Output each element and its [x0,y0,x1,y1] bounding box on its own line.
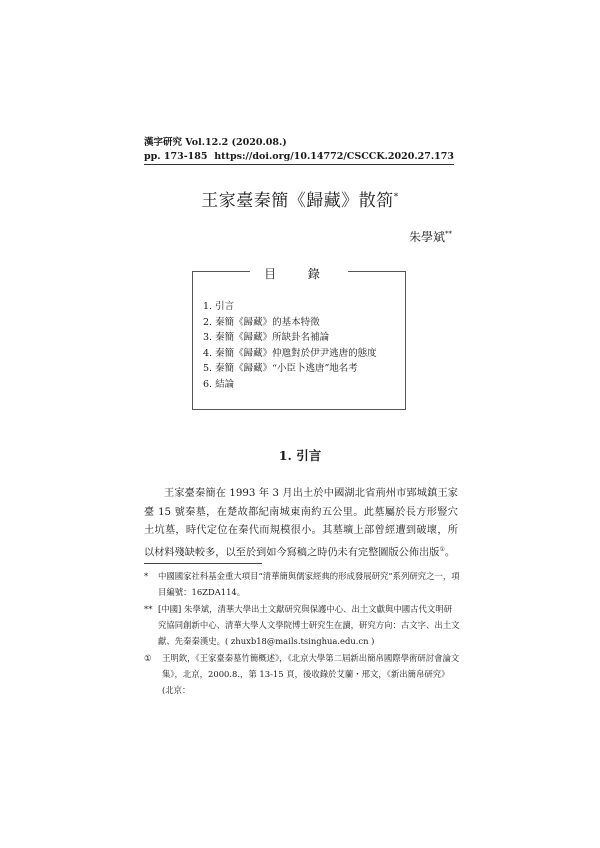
paper-title-text: 王家臺秦簡《歸藏》散箚 [201,191,394,211]
paper-title [0,186,600,211]
toc-item[interactable]: 5. 秦簡《歸藏》“小臣卜逃唐”地名考 [203,363,358,375]
toc-heading-text: 目 錄 [250,267,348,281]
author [409,228,452,245]
footnote [144,568,460,600]
footnote-text: [中國] 朱學斌，清華大學出土文獻研究與保護中心、出土文獻與中國古代文明研究協同創新中心、清華大學人文學院博士研究生在讀，研究方向：古文字、出土文獻、先秦秦漢史。( zhuxb18@mails.tsinghua.edu.cn ) [158,604,460,646]
paragraph-text: 王家臺秦簡在 1993 年 3 月出土於中國湖北省荊州市郢城鎮王家臺 15 號秦墓，在楚故都紀南城東南約五公里。此墓屬於長方形豎穴土坑墓，時代定位在秦代而規模很小。其墓壙上部曾經遭到破壞，所以材料殘缺較多，以至於到如今寫稿之時仍未有完整圖版公佈出版 [144,488,458,558]
paragraph-end: 。 [444,546,456,558]
page-range: pp. 173-185 [144,151,208,162]
toc-item[interactable]: 3. 秦簡《歸藏》所缺卦名補論 [203,332,330,344]
footnote-mark: * [144,571,149,581]
title-footnote-mark[interactable]: * [393,192,399,203]
toc-heading [193,263,405,282]
header-rule [144,164,454,165]
section-heading: 1. 引言 [278,448,322,463]
table-of-contents [192,267,406,410]
footnote-rule [144,563,262,564]
footnote-ref[interactable]: ① [439,545,445,553]
footnote [144,601,460,649]
footnote-mark: ** [144,604,153,614]
author-footnote-mark[interactable]: ** [445,230,452,238]
toc-item[interactable]: 1. 引言 [203,301,235,312]
footnote-text: 中國國家社科基金重大項目“清華簡與儒家經典的形成發展研究”系列研究之一，項目編號：16ZDA114。 [158,571,460,597]
toc-item[interactable]: 2. 秦簡《歸藏》的基本特徵 [203,316,320,328]
footnote [144,650,460,698]
body-paragraph [144,485,458,562]
toc-item[interactable]: 4. 秦簡《歸藏》仲虺對於伊尹逃唐的態度 [203,347,377,359]
doi-link[interactable]: https://doi.org/10.14772/CSCCK.2020.27.173 [214,151,454,162]
footnote-mark: ① [144,653,152,663]
footnote-text: 王明欽，《王家臺秦墓竹簡概述》，《北京大學第二屆新出簡帛國際學術研討會論文集》，北京，2000.8.，第 13-15 頁，後收錄於艾蘭・邢文，《新出簡帛研究》(北京： [162,653,460,695]
toc-item[interactable]: 6. 結論 [203,378,235,390]
toc-list [203,299,377,393]
journal-name: 漢字研究 Vol.12.2 (2020.08.) [144,137,287,148]
author-name: 朱學斌 [408,230,445,244]
